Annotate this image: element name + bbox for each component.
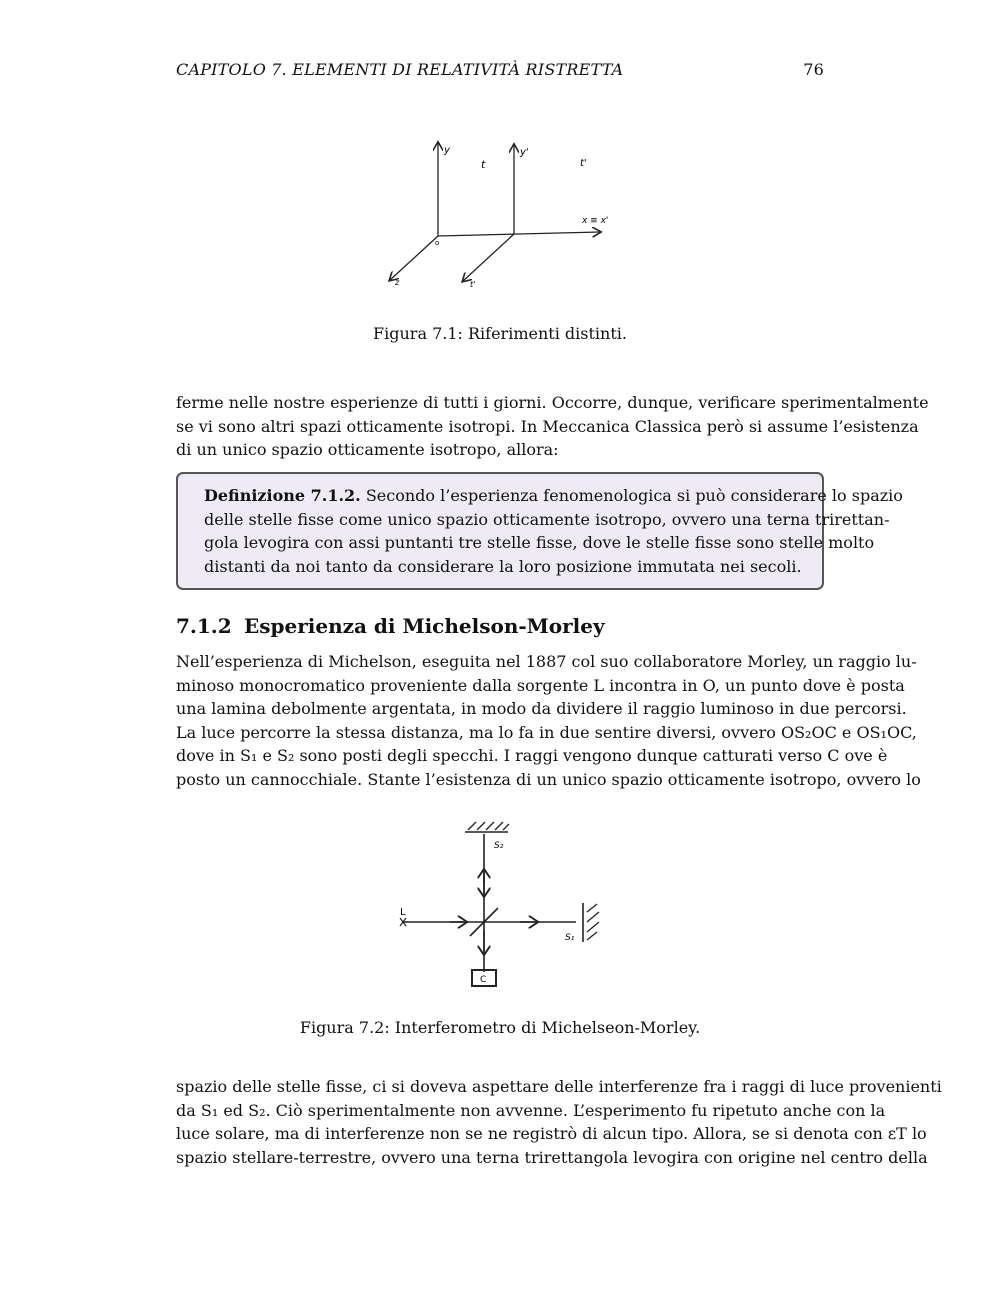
text-line: Nell’esperienza di Michelson, eseguita nel 1887 col suo collaboratore Morley, un raggio lu- <box>176 652 917 671</box>
figure-caption-2: Figura 7.2: Interferometro di Michelseon-Morley. <box>299 1018 701 1037</box>
label-y: y <box>444 145 450 156</box>
figure-reference-frames <box>380 135 620 295</box>
text-line: minoso monocromatico proveniente dalla sorgente L incontra in O, un punto dove è posta <box>176 675 905 695</box>
text-line: di un unico spazio otticamente isotropo, allora: <box>176 440 559 459</box>
paragraph-2 <box>176 650 921 791</box>
text-line: posto un cannocchiale. Stante l’esistenza di un unico spazio otticamente isotropo, ovvero lo <box>176 769 921 789</box>
text-line: se vi sono altri spazi otticamente isotropi. In Meccanica Classica però si assume l’esistenza <box>176 416 919 436</box>
text-line: ferme nelle nostre esperienze di tutti i giorni. Occorre, dunque, verificare sperimentalmente <box>176 393 929 412</box>
mirror-s1-hatching <box>587 904 599 940</box>
definition-text: Secondo l’esperienza fenomenologica si può considerare lo spazio <box>360 486 903 505</box>
label-z-prime: t' <box>470 280 476 289</box>
section-heading <box>176 614 605 638</box>
label-y-prime: y' <box>520 147 529 158</box>
definition-line: gola levogira con assi puntanti tre stelle fisse, dove le stelle fisse sono stelle molto <box>204 533 875 552</box>
label-c: C <box>480 975 487 985</box>
figure-interferometer <box>390 812 620 994</box>
text-line: una lamina debolmente argentata, in modo da dividere il raggio luminoso in due percorsi. <box>176 699 907 718</box>
page-number: 76 <box>803 60 824 79</box>
definition-line: delle stelle fisse come unico spazio otticamente isotropo, ovvero una terna trirettan- <box>204 509 890 529</box>
text-line: da S₁ ed S₂. Ciò sperimentalmente non avvenne. L’esperimento fu ripetuto anche con la <box>176 1100 886 1120</box>
paragraph-1 <box>176 391 929 462</box>
definition-line: distanti da noi tanto da considerare la loro posizione immutata nei secoli. <box>204 556 802 576</box>
text-line: dove in S₁ e S₂ sono posti degli specchi. I raggi vengono dunque catturati verso C ove è <box>176 746 888 765</box>
x-axis <box>438 232 600 236</box>
z-prime-axis <box>463 234 514 281</box>
text-line: spazio stellare-terrestre, ovvero una terna trirettangola levogira con origine nel centro della <box>176 1147 928 1167</box>
definition-box <box>176 472 903 590</box>
label-x: x ≡ x' <box>582 216 609 226</box>
label-origin: o <box>435 239 440 247</box>
mirror-s2-hatching <box>468 822 509 830</box>
label-s2: S₂ <box>494 841 504 851</box>
z-axis <box>390 236 438 280</box>
text-line: spazio delle stelle fisse, ci si doveva aspettare delle interferenze fra i raggi di luce provenienti <box>176 1077 942 1096</box>
running-header <box>176 60 824 84</box>
label-s1: S₁ <box>565 933 575 943</box>
label-t-prime: t' <box>580 158 587 169</box>
section-number: 7.1.2 <box>176 614 232 638</box>
definition-label: Definizione 7.1.2. <box>204 486 361 505</box>
section-title: Esperienza di Michelson-Morley <box>244 614 605 638</box>
definition-first-line <box>204 484 903 508</box>
label-t: t <box>481 158 486 171</box>
text-line: La luce percorre la stessa distanza, ma lo fa in due sentire diversi, ovvero OS₂OC e OS₁OC, <box>176 722 917 742</box>
paragraph-3 <box>176 1075 942 1169</box>
label-l: L <box>400 907 406 918</box>
text-line: luce solare, ma di interferenze non se ne registrò di alcun tipo. Allora, se si denota con εT lo <box>176 1124 927 1143</box>
figure-caption-1: Figura 7.1: Riferimenti distinti. <box>373 324 627 343</box>
chapter-title: CAPITOLO 7. ELEMENTI DI RELATIVITÀ RISTRETTA <box>176 60 624 79</box>
label-z: z <box>395 278 400 287</box>
